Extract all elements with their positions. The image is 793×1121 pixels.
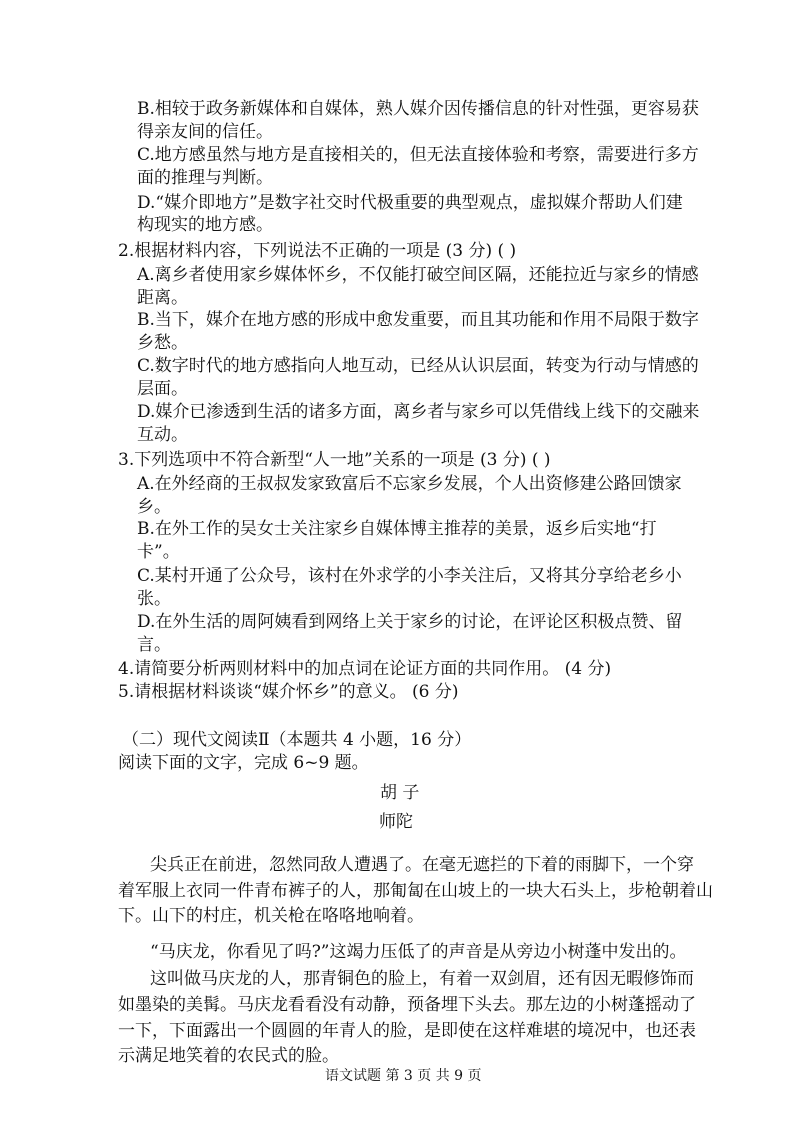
story-paragraph-3-line-4: 示满足地笑着的农民式的脸。 [118,1046,339,1066]
option-d-line-2: 构现实的地方感。 [137,215,273,235]
q3-option-b-line-2: 卡”。 [137,542,180,562]
q2-option-b-line-1: B.当下，媒介在地方感的形成中愈发重要，而且其功能和作用不局限于数字 [137,310,699,330]
q3-option-c-line-2: 张。 [137,589,171,609]
story-paragraph-3-line-2: 如墨染的美髯。马庆龙看看没有动静，预备埋下头去。那左边的小树蓬摇动了 [118,995,696,1015]
story-paragraph-3-line-1: 这叫做马庆龙的人，那青铜色的脸上，有着一双剑眉，还有因无暇修饰而 [150,969,694,989]
q2-option-c-line-2: 层面。 [137,379,188,399]
question-4: 4.请简要分析两则材料中的加点词在论证方面的共同作用。 (4 分) [118,659,612,679]
q2-option-a-line-2: 距离。 [137,288,188,308]
q3-option-a-line-1: A.在外经商的王叔叔发家致富后不忘家乡发展，个人出资修建公路回馈家 [137,474,682,494]
story-paragraph-1-line-1: 尖兵正在前进，忽然同敌人遭遇了。在毫无遮拦的下着的雨脚下，一个穿 [150,855,694,875]
question-3: 3.下列选项中不符合新型“人一地”关系的一项是 (3 分) ( ) [118,450,551,470]
q2-option-b-line-2: 乡愁。 [137,333,188,353]
q2-option-a-line-1: A.离乡者使用家乡媒体怀乡，不仅能打破空间区隔，还能拉近与家乡的情感 [137,265,699,285]
story-paragraph-2: “马庆龙，你看见了吗?”这竭力压低了的声音是从旁边小树蓬中发出的。 [150,942,687,962]
q2-option-c-line-1: C.数字时代的地方感指向人地互动，已经从认识层面，转变为行动与情感的 [137,356,699,376]
q2-option-d-line-2: 互动。 [137,425,188,445]
reading-instruction: 阅读下面的文字，完成 6~9 题。 [118,753,369,773]
option-b-line-1: B.相较于政务新媒体和自媒体，熟人媒介因传播信息的针对性强，更容易获 [137,99,699,119]
option-c-line-1: C.地方感虽然与地方是直接相关的，但无法直接体验和考察，需要进行多方 [137,145,699,165]
section-heading: （二）现代文阅读Ⅱ（本题共 4 小题，16 分） [122,730,472,750]
story-paragraph-3-line-3: 一下，下面露出一个圆圆的年青人的脸，是即使在这样难堪的境况中，也还表 [118,1021,696,1041]
q2-option-d-line-1: D.媒介已渗透到生活的诸多方面，离乡者与家乡可以凭借线上线下的交融来 [137,402,700,422]
q3-option-b-line-1: B.在外工作的吴女士关注家乡自媒体博主推荐的美景，返乡后实地“打 [137,519,657,539]
page-footer: 语文试题 第 3 页 共 9 页 [325,1068,482,1084]
story-paragraph-1-line-3: 下。山下的村庄，机关枪在咯咯地响着。 [118,906,424,926]
question-2: 2.根据材料内容，下列说法不正确的一项是 (3 分) ( ) [118,241,517,261]
q3-option-d-line-1: D.在外生活的周阿姨看到网络上关于家乡的讨论，在评论区积极点赞、留 [137,612,683,632]
story-author: 师陀 [379,812,413,832]
story-title: 胡 子 [380,783,420,803]
story-paragraph-1-line-2: 着军服上衣同一件青布裤子的人，那匍匐在山坡上的一块大石头上，步枪朝着山 [118,881,713,901]
option-c-line-2: 面的推理与判断。 [137,168,273,188]
q3-option-d-line-2: 言。 [137,635,171,655]
option-d-line-1: D.“媒介即地方”是数字社交时代极重要的典型观点，虚拟媒介帮助人们建 [137,193,683,213]
q3-option-c-line-1: C.某村开通了公众号，该村在外求学的小李关注后，又将其分享给老乡小 [137,566,682,586]
option-b-line-2: 得亲友间的信任。 [137,122,273,142]
q3-option-a-line-2: 乡。 [137,497,171,517]
question-5: 5.请根据材料谈谈“媒介怀乡”的意义。 (6 分) [118,682,459,702]
